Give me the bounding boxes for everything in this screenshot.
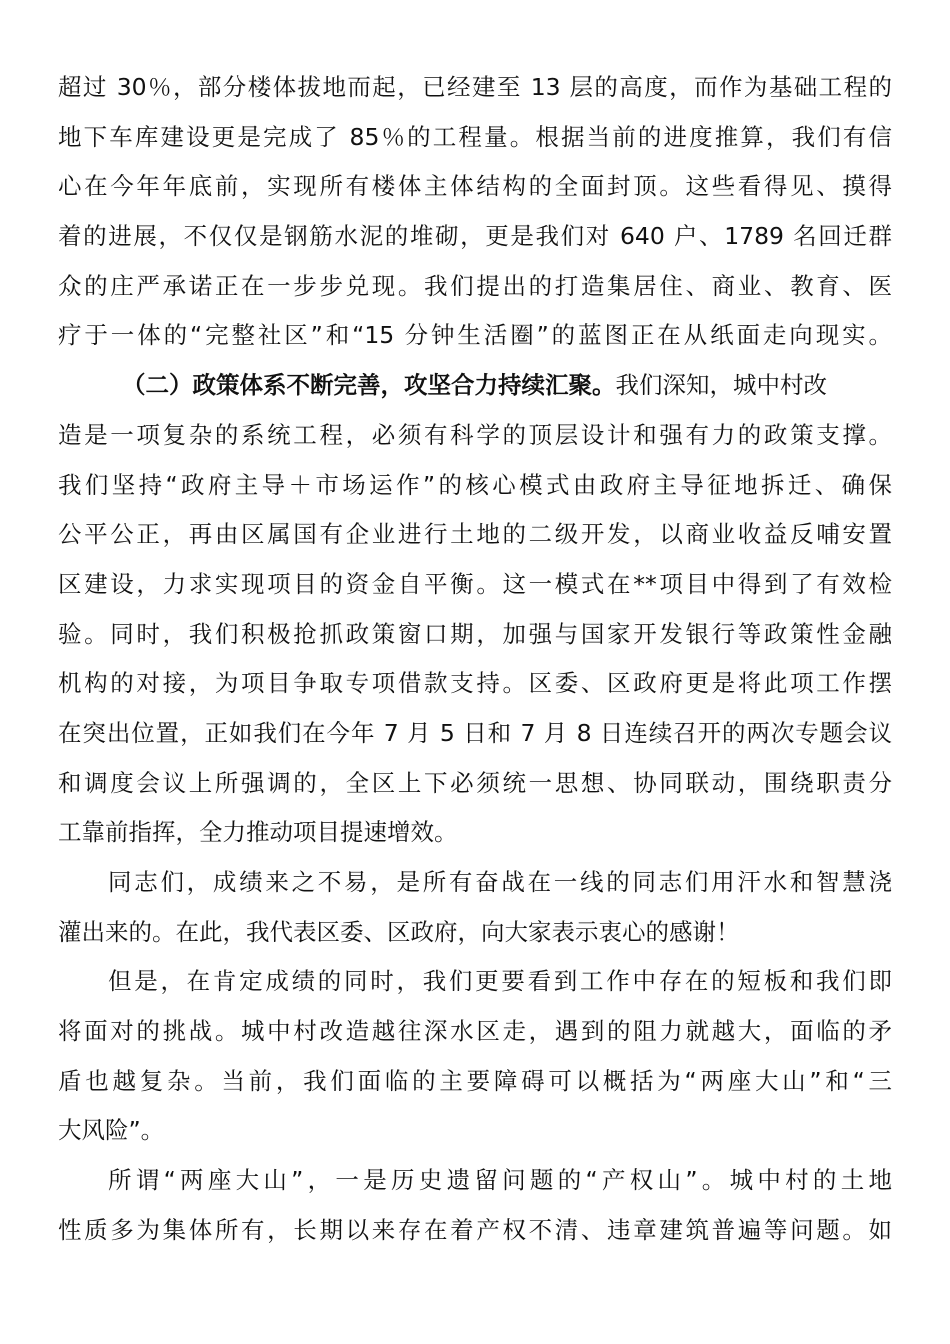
body-line: 机构的对接，为项目争取专项借款支持。区委、区政府更是将此项工作摆: [58, 669, 892, 698]
paragraph-first-line: 但是，在肯定成绩的同时，我们更要看到工作中存在的短板和我们即: [108, 967, 892, 996]
body-line: 心在今年年底前，实现所有楼体主体结构的全面封顶。这些看得见、摸得: [58, 172, 892, 201]
section-heading-line: [58, 361, 892, 411]
section-first-line-text: 我们深知，城中村改: [615, 371, 827, 400]
body-line: 大风险”。: [58, 1116, 165, 1145]
body-line: 区建设，力求实现项目的资金自平衡。这一模式在**项目中得到了有效检: [58, 569, 892, 598]
body-line: 性质多为集体所有，长期以来存在着产权不清、违章建筑普遍等问题。如: [58, 1215, 892, 1244]
body-line: 验。同时，我们积极抢抓政策窗口期，加强与国家开发银行等政策性金融: [58, 619, 892, 648]
body-line: 我们坚持“政府主导＋市场运作”的核心模式由政府主导征地拆迁、确保: [58, 470, 892, 499]
body-line: 疗于一体的“完整社区”和“15 分钟生活圈”的蓝图正在从纸面走向现实。: [58, 321, 892, 350]
body-line: 造是一项复杂的系统工程，必须有科学的顶层设计和强有力的政策支撑。: [58, 420, 892, 449]
section-heading: （二）政策体系不断完善，攻坚合力持续汇聚。: [122, 371, 616, 400]
body-line: 工靠前指挥，全力推动项目提速增效。: [58, 818, 458, 847]
body-line: 众的庄严承诺正在一步步兑现。我们提出的打造集居住、商业、教育、医: [58, 271, 892, 300]
body-line: 灌出来的。在此，我代表区委、区政府，向大家表示衷心的感谢！: [58, 917, 740, 946]
body-line: 盾也越复杂。当前，我们面临的主要障碍可以概括为“两座大山”和“三: [58, 1066, 892, 1095]
paragraph-first-line: 所谓“两座大山”，一是历史遗留问题的“产权山”。城中村的土地: [108, 1166, 892, 1195]
document-page: [58, 63, 892, 1256]
body-line: 在突出位置，正如我们在今年 7 月 5 日和 7 月 8 日连续召开的两次专题会议: [58, 718, 892, 747]
body-line: 和调度会议上所强调的，全区上下必须统一思想、协同联动，围绕职责分: [58, 768, 892, 797]
body-line: 公平公正，再由区属国有企业进行土地的二级开发，以商业收益反哺安置: [58, 520, 892, 549]
body-line: 地下车库建设更是完成了 85％的工程量。根据当前的进度推算，我们有信: [58, 122, 892, 151]
body-line: 将面对的挑战。城中村改造越往深水区走，遇到的阻力就越大，面临的矛: [58, 1017, 892, 1046]
body-line: 着的进展，不仅仅是钢筋水泥的堆砌，更是我们对 640 户、1789 名回迁群: [58, 222, 892, 251]
paragraph-first-line: 同志们，成绩来之不易，是所有奋战在一线的同志们用汗水和智慧浇: [108, 868, 892, 896]
body-line: 超过 30％，部分楼体拔地而起，已经建至 13 层的高度，而作为基础工程的: [58, 73, 892, 101]
